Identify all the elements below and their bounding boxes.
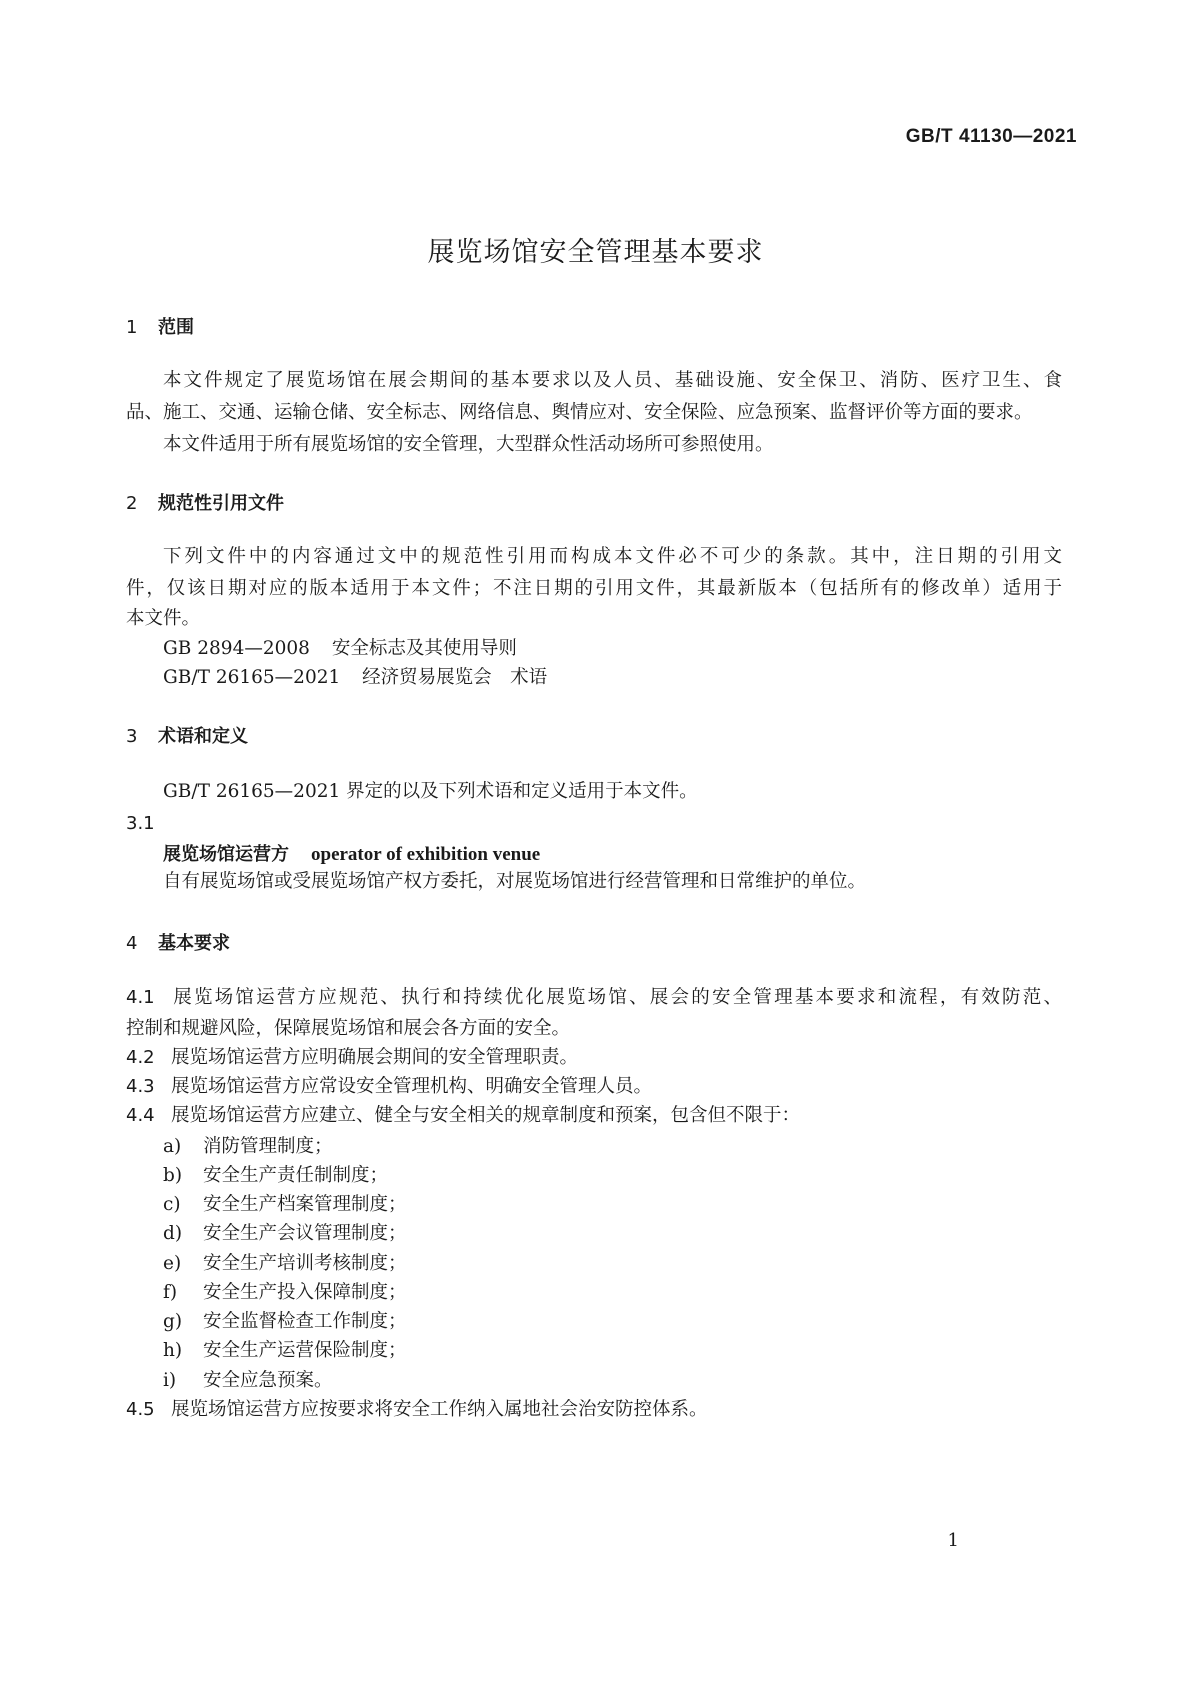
list-label: f) [163, 1282, 178, 1303]
section-1-heading [126, 313, 194, 339]
clause-number: 4.2 [126, 1047, 155, 1068]
clause-text: 展览场馆运营方应明确展会期间的安全管理职责。 [171, 1047, 579, 1068]
section-number: 4 [126, 933, 138, 954]
clause-4-2 [126, 1042, 578, 1074]
list-text: 安全生产责任制制度； [203, 1165, 389, 1186]
clause-text: 展览场馆运营方应常设安全管理机构、明确安全管理人员。 [171, 1076, 653, 1097]
section-number: 3 [126, 726, 138, 747]
clause-number: 4.5 [126, 1399, 155, 1420]
list-item [163, 1365, 333, 1397]
page-number: 1 [947, 1530, 959, 1551]
paragraph-line: 本文件。 [126, 608, 201, 629]
section-number: 2 [126, 493, 138, 514]
paragraph: GB/T 26165—2021 界定的以及下列术语和定义适用于本文件。 [163, 781, 698, 802]
paragraph-line: 品、施工、交通、运输仓储、安全标志、网络信息、舆情应对、安全保险、应急预案、监督评价等方面的要求。 [126, 402, 1033, 423]
reference-title: 安全标志及其使用导则 [331, 638, 517, 659]
clause-text: 展览场馆运营方应按要求将安全工作纳入属地社会治安防控体系。 [171, 1399, 708, 1420]
section-title: 基本要求 [158, 933, 230, 954]
reference-code: GB/T 26165—2021 [163, 667, 341, 688]
list-label: h) [163, 1340, 183, 1361]
list-text: 安全生产投入保障制度； [203, 1282, 407, 1303]
list-label: d) [163, 1223, 183, 1244]
term-name-en: operator of exhibition venue [311, 844, 541, 865]
clause-number: 4.1 [126, 987, 155, 1008]
section-number: 1 [126, 317, 138, 338]
reference-entry [163, 662, 547, 694]
section-3-heading [126, 722, 248, 748]
clause-number: 4.4 [126, 1105, 155, 1126]
clause-4-5 [126, 1394, 708, 1426]
section-title: 范围 [158, 317, 194, 338]
term-entry [163, 840, 540, 866]
reference-code: GB 2894—2008 [163, 638, 310, 659]
clause-text: 展览场馆运营方应规范、执行和持续优化展览场馆、展会的安全管理基本要求和流程，有效防范、 [171, 987, 1062, 1008]
term-name-cn: 展览场馆运营方 [163, 844, 289, 865]
section-title: 规范性引用文件 [158, 493, 284, 514]
paragraph: 本文件适用于所有展览场馆的安全管理，大型群众性活动场所可参照使用。 [163, 434, 774, 455]
list-text: 安全生产会议管理制度； [203, 1223, 407, 1244]
section-4-heading [126, 929, 230, 955]
list-item [163, 1218, 407, 1250]
section-2-heading [126, 489, 284, 515]
document-title: 展览场馆安全管理基本要求 [427, 237, 764, 268]
term-number: 3.1 [126, 813, 155, 834]
standard-code: GB/T 41130—2021 [905, 126, 1077, 147]
list-label: b) [163, 1165, 183, 1186]
paragraph-line: 下列文件中的内容通过文中的规范性引用而构成本文件必不可少的条款。其中，注日期的引用文 [163, 546, 1062, 567]
list-text: 安全生产档案管理制度； [203, 1194, 407, 1215]
list-text: 消防管理制度； [203, 1136, 333, 1157]
paragraph-line: 本文件规定了展览场馆在展会期间的基本要求以及人员、基础设施、安全保卫、消防、医疗卫生、食 [163, 370, 1062, 391]
list-label: g) [163, 1311, 183, 1332]
list-text: 安全生产运营保险制度； [203, 1340, 407, 1361]
paragraph-line: 控制和规避风险，保障展览场馆和展会各方面的安全。 [126, 1018, 571, 1039]
list-item [163, 1189, 407, 1221]
paragraph-line: 件，仅该日期对应的版本适用于本文件；不注日期的引用文件，其最新版本（包括所有的修改单）适用于 [126, 578, 1062, 599]
term-definition: 自有展览场馆或受展览场馆产权方委托，对展览场馆进行经营管理和日常维护的单位。 [163, 871, 867, 892]
list-label: i) [163, 1370, 177, 1391]
clause-text: 展览场馆运营方应建立、健全与安全相关的规章制度和预案，包含但不限于： [171, 1105, 801, 1126]
clause-4-1 [126, 982, 1062, 1014]
list-text: 安全生产培训考核制度； [203, 1253, 407, 1274]
clause-number: 4.3 [126, 1076, 155, 1097]
list-item [163, 1277, 407, 1309]
list-label: e) [163, 1253, 182, 1274]
list-item [163, 1160, 388, 1192]
list-label: c) [163, 1194, 181, 1215]
section-title: 术语和定义 [158, 726, 248, 747]
reference-title: 经济贸易展览会 术语 [362, 667, 548, 688]
list-text: 安全监督检查工作制度； [203, 1311, 407, 1332]
list-item [163, 1131, 333, 1163]
list-label: a) [163, 1136, 182, 1157]
list-item [163, 1306, 407, 1338]
reference-entry [163, 633, 517, 665]
list-text: 安全应急预案。 [203, 1370, 333, 1391]
list-item [163, 1335, 407, 1367]
list-item [163, 1248, 407, 1280]
clause-4-4 [126, 1100, 800, 1132]
clause-4-3 [126, 1071, 652, 1103]
